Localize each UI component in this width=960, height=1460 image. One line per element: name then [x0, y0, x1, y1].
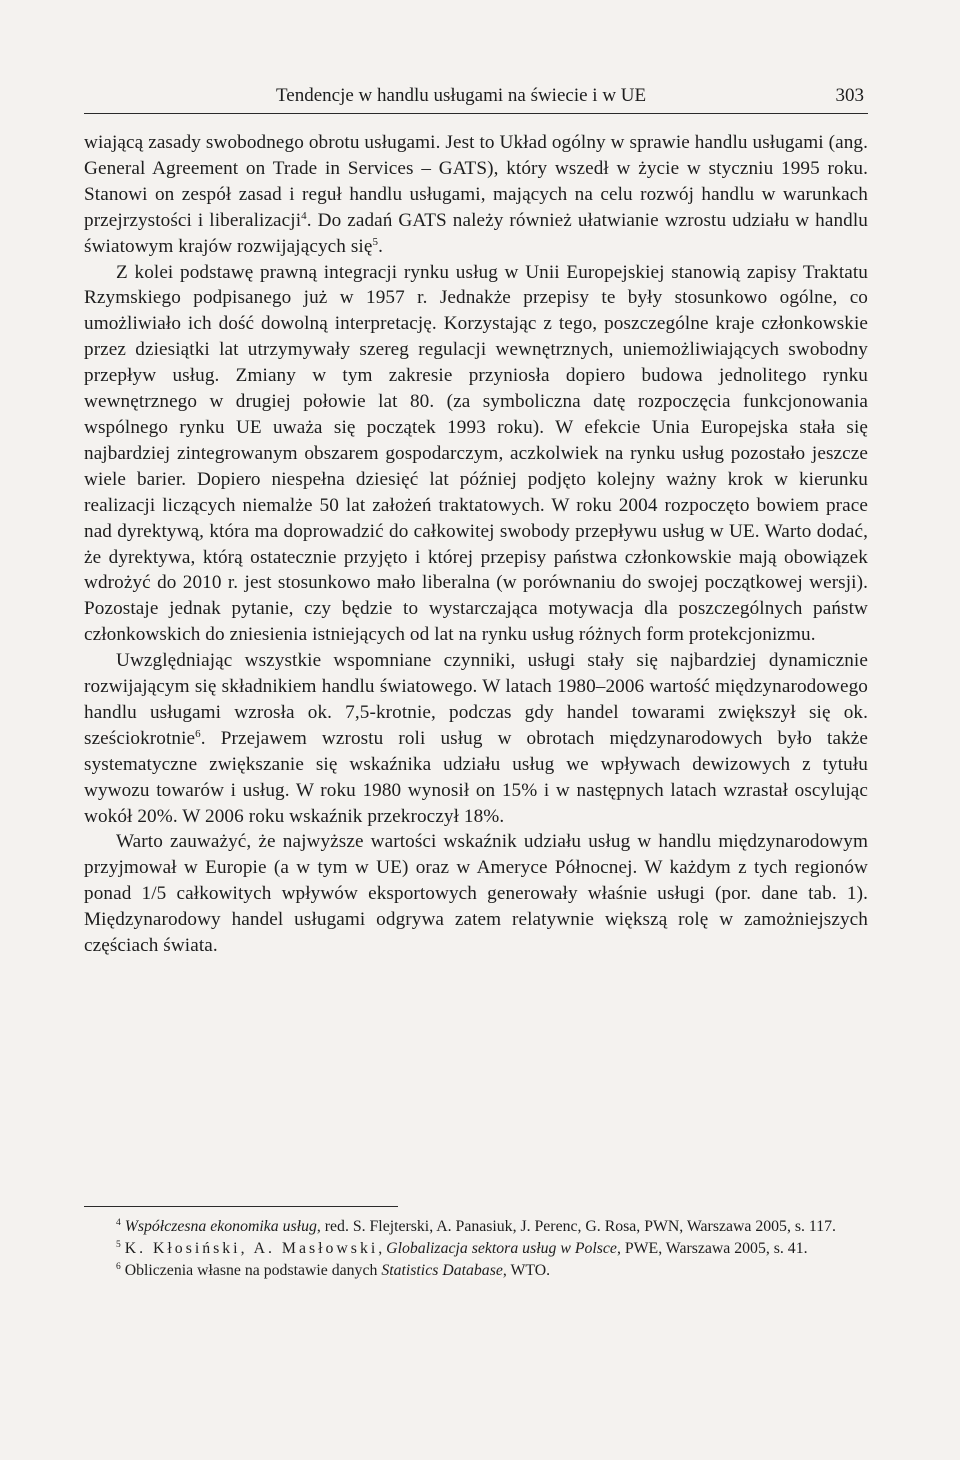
paragraph-3: Uwzględniając wszystkie wspomniane czynniki, usługi stały się najbardziej dynamicznie rozwijającym się składnikiem handlu światowego. W latach 1980–2006 wartość międzynarodowego handlu usługami wzrosła ok. 7,5-krotnie, podczas gdy handel towarami zwiększył się ok. sześciokrotnie$^6$. Przejawem wzrostu roli usług w obrotach międzynarodowych było także systematyczne zwiększanie się wskaźnika udziału usług we wpływach dewizowych z tytułu wywozu towarów i usług. W roku 1980 wynosił on 15% i w następnych latach wzrastał oscylując wokół 20%. W 2006 roku wskaźnik przekroczył 18%. — [84, 650, 868, 827]
footnote-5: $^5$ K. Kłosiński, A. Masłowski, Globalizacja sektora usług w Polsce, PWE, Warszawa 2005, s. 41. — [116, 1240, 808, 1257]
paragraph-4: Warto zauważyć, że najwyższe wartości wskaźnik udziału usług w handlu międzynarodowym przyjmował w Europie (a w tym w UE) oraz w Ameryce Północnej. W każdym z tych regionów ponad 1/5 całkowitych wpływów eksportowych generowały właśnie usługi (por. dane tab. 1). Międzynarodowy handel usługami odgrywa zatem relatywnie większą rolę w zamożniejszych częściach świata. — [84, 831, 868, 957]
page-number: 303 — [835, 85, 864, 106]
footnote-6: $^6$ Obliczenia własne na podstawie danych Statistics Database, WTO. — [116, 1262, 551, 1279]
footnotes — [84, 1216, 868, 1282]
running-head — [84, 83, 868, 114]
footnote-ref-4[interactable]: 4 — [301, 209, 307, 222]
footnote-authors: K. Kłosiński, A. Masłowski — [124, 1240, 379, 1257]
footnote-divider — [84, 1206, 398, 1207]
footnote-4: $^4$ Współczesna ekonomika usług, red. S. Flejterski, A. Panasiuk, J. Perenc, G. Rosa, PWN, Warszawa 2005, s. 117. — [116, 1218, 836, 1235]
footnote-ref-5[interactable]: 5 — [372, 235, 379, 248]
body-text — [84, 130, 868, 959]
paragraph-2: Z kolei podstawę prawną integracji rynku usług w Unii Europejskiej stanowią zapisy Traktatu Rzymskiego podpisanego już w 1957 r. Jednakże przepisy te były stosunkowo ogólne, co umożliwiało ich dość dowolną interpretację. Korzystając z tego, poszczególne kraje członkowskie przez dziesiątki lat utrzymywały szereg regulacji wewnętrznych, uniemożliwiających swobodny przepływ usług. Zmiany w tym zakresie przyniosła dopiero budowa jednolitego rynku wewnętrznego w drugiej połowie lat 80. (za symboliczna datę rozpoczęcia funkcjonowania wspólnego rynku UE uważa się początek 1993 roku). W efekcie Unia Europejska stała się najbardziej zintegrowanym obszarem gospodarczym, aczkolwiek na rynku usług pozostało jeszcze wiele barier. Dopiero niespełna dziesięć lat później podjęto kolejny ważny krok w kierunku realizacji liczących niemalże 50 lat założeń traktatowych. W roku 2004 rozpoczęto bowiem prace nad dyrektywą, która ma doprowadzić do całkowitej swobody przepływu usług w UE. Warto dodać, że dyrektywa, którą ostatecznie przyjęto i której przepisy państwa członkowskie mają obowiązek wdrożyć do 2010 r. jest stosunkowo mało liberalna (w porównaniu do swojej początkowej wersji). Pozostaje jednak pytanie, czy będzie to wystarczająca motywacja dla poszczególnych państw członkowskich do zniesienia istniejących od lat na rynku usług różnych form protekcjonizmu. — [84, 261, 868, 646]
footnote-ref-6[interactable]: 6 — [195, 727, 201, 740]
paragraph-1: wiającą zasady swobodnego obrotu usługami. Jest to Układ ogólny w sprawie handlu usługami (ang. General Agreement on Trade in Services – GATS), który wszedł w życie w styczniu 1995 roku. Stanowi on zespół zasad i reguł handlu usługami, mających na celu rozwój handlu w warunkach przejrzystości i liberalizacji$^4$. Do zadań GATS należy również ułatwianie wzrostu udziału w handlu światowym krajów rozwijających się$^5$. — [84, 132, 868, 257]
running-title: Tendencje w handlu usługami na świecie i w UE — [276, 85, 647, 106]
